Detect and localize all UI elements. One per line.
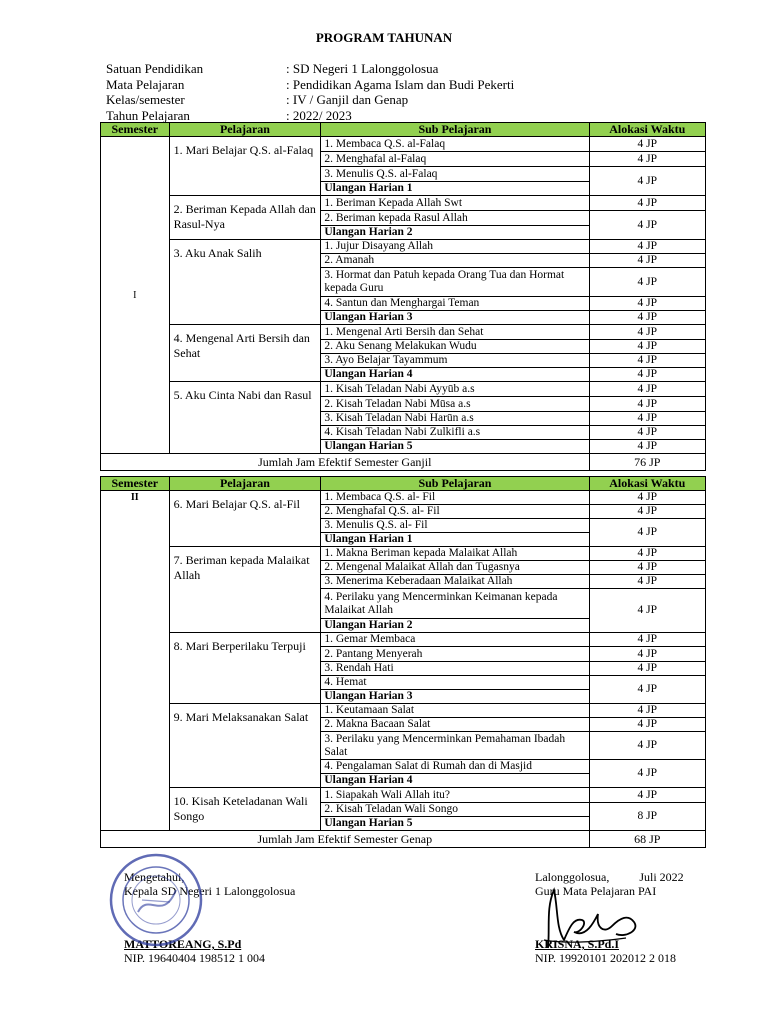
alokasi-cell: 4 JP bbox=[589, 368, 705, 382]
table-row bbox=[101, 325, 706, 340]
alokasi-cell: 4 JP bbox=[589, 382, 705, 397]
left-sig-line2: Kepala SD Negeri 1 Lalonggolosua bbox=[124, 884, 296, 898]
alokasi-cell: 4 JP bbox=[589, 633, 705, 647]
right-sig-line1: Lalonggolosua, Juli 2022 bbox=[535, 870, 684, 884]
sub-pelajaran-cell: 2. Menghafal Q.S. al- Fil bbox=[321, 505, 589, 519]
sub-pelajaran-cell: 1. Kisah Teladan Nabi Ayyūb a.s bbox=[321, 382, 589, 397]
semester-ganjil-body bbox=[101, 137, 706, 471]
total-value: 68 JP bbox=[589, 831, 705, 848]
sub-pelajaran-cell: 1. Siapakah Wali Allah itu? bbox=[321, 788, 589, 803]
sub-pelajaran-cell: Ulangan Harian 3 bbox=[321, 690, 589, 704]
info-row bbox=[106, 108, 514, 124]
alokasi-cell: 4 JP bbox=[589, 152, 705, 167]
pelajaran-cell: 6. Mari Belajar Q.S. al-Fil bbox=[169, 491, 321, 547]
table-header-row bbox=[101, 477, 706, 491]
semester-cell: II bbox=[101, 491, 170, 831]
semester-ganjil-table bbox=[100, 122, 706, 471]
alokasi-cell: 4 JP bbox=[589, 547, 705, 561]
left-sig-line1: Mengetahui, bbox=[124, 870, 185, 884]
sub-pelajaran-cell: 1. Jujur Disayang Allah bbox=[321, 240, 589, 254]
sub-pelajaran-cell: 4. Perilaku yang Mencerminkan Keimanan kepada Malaikat Allah bbox=[321, 589, 589, 619]
sub-pelajaran-cell: Ulangan Harian 2 bbox=[321, 619, 589, 633]
alokasi-cell: 4 JP bbox=[589, 240, 705, 254]
alokasi-cell: 4 JP bbox=[589, 340, 705, 354]
pelajaran-cell: 1. Mari Belajar Q.S. al-Falaq bbox=[169, 137, 321, 196]
header-pelajaran: Pelajaran bbox=[169, 477, 321, 491]
sub-pelajaran-cell: 2. Kisah Teladan Nabi Mūsa a.s bbox=[321, 397, 589, 412]
info-label: Tahun Pelajaran bbox=[106, 107, 190, 123]
school-stamp-icon bbox=[108, 852, 204, 948]
alokasi-cell: 4 JP bbox=[589, 561, 705, 575]
alokasi-cell: 4 JP bbox=[589, 426, 705, 440]
sub-pelajaran-cell: 4. Santun dan Menghargai Teman bbox=[321, 297, 589, 311]
right-sig-line2: Guru Mata Pelajaran PAI bbox=[535, 884, 657, 898]
alokasi-cell: 4 JP bbox=[589, 211, 705, 240]
sub-pelajaran-cell: 2. Makna Bacaan Salat bbox=[321, 718, 589, 732]
alokasi-cell: 4 JP bbox=[589, 440, 705, 454]
header-sub-pelajaran: Sub Pelajaran bbox=[321, 477, 589, 491]
sub-pelajaran-cell: 3. Menulis Q.S. al-Falaq bbox=[321, 167, 589, 182]
left-signer-name: MATTOREANG, S.Pd bbox=[124, 937, 242, 951]
sub-pelajaran-cell: Ulangan Harian 4 bbox=[321, 368, 589, 382]
sub-pelajaran-cell: Ulangan Harian 1 bbox=[321, 533, 589, 547]
alokasi-cell: 4 JP bbox=[589, 311, 705, 325]
table-row bbox=[101, 547, 706, 561]
alokasi-cell: 4 JP bbox=[589, 254, 705, 268]
table-row bbox=[101, 382, 706, 397]
alokasi-cell: 4 JP bbox=[589, 575, 705, 589]
alokasi-cell: 4 JP bbox=[589, 268, 705, 297]
semester-cell: I bbox=[101, 137, 170, 454]
total-label: Jumlah Jam Efektif Semester Ganjil bbox=[101, 454, 590, 471]
sub-pelajaran-cell: 3. Ayo Belajar Tayammum bbox=[321, 354, 589, 368]
sub-pelajaran-cell: 1. Mengenal Arti Bersih dan Sehat bbox=[321, 325, 589, 340]
alokasi-cell: 4 JP bbox=[589, 137, 705, 152]
sub-pelajaran-cell: 2. Pantang Menyerah bbox=[321, 647, 589, 662]
semester-genap-table bbox=[100, 476, 706, 848]
alokasi-cell: 4 JP bbox=[589, 297, 705, 311]
alokasi-cell: 4 JP bbox=[589, 397, 705, 412]
teacher-signature-icon bbox=[536, 878, 646, 958]
left-signer-nip: NIP. 19640404 198512 1 004 bbox=[124, 951, 266, 965]
table-row bbox=[101, 788, 706, 803]
sub-pelajaran-cell: 2. Kisah Teladan Wali Songo bbox=[321, 803, 589, 817]
info-label: Satuan Pendidikan bbox=[106, 61, 204, 76]
table-row bbox=[101, 196, 706, 211]
info-label: Mata Pelajaran bbox=[106, 76, 185, 92]
pelajaran-cell: 3. Aku Anak Salih bbox=[169, 240, 321, 325]
alokasi-cell: 4 JP bbox=[589, 662, 705, 676]
sub-pelajaran-cell: 1. Gemar Membaca bbox=[321, 633, 589, 647]
alokasi-cell: 4 JP bbox=[589, 354, 705, 368]
pelajaran-cell: 7. Beriman kepada Malaikat Allah bbox=[169, 547, 321, 633]
info-label: Kelas/semester bbox=[106, 92, 185, 107]
sub-pelajaran-cell: 3. Hormat dan Patuh kepada Orang Tua dan Hormat kepada Guru bbox=[321, 268, 589, 297]
alokasi-cell: 4 JP bbox=[589, 704, 705, 718]
total-label: Jumlah Jam Efektif Semester Genap bbox=[101, 831, 590, 848]
alokasi-cell: 4 JP bbox=[589, 647, 705, 662]
semester-genap-body bbox=[101, 491, 706, 848]
info-row bbox=[106, 92, 514, 108]
sub-pelajaran-cell: 4. Hemat bbox=[321, 676, 589, 690]
info-value: : 2022/ 2023 bbox=[286, 107, 352, 123]
total-row bbox=[101, 831, 706, 848]
alokasi-cell: 4 JP bbox=[589, 412, 705, 426]
right-signer-nip: NIP. 19920101 202012 2 018 bbox=[535, 951, 677, 965]
header-alokasi-waktu: Alokasi Waktu bbox=[589, 123, 705, 137]
sub-pelajaran-cell: 1. Membaca Q.S. al-Falaq bbox=[321, 137, 589, 152]
info-value: : IV / Ganjil dan Genap bbox=[286, 92, 409, 107]
alokasi-cell: 4 JP bbox=[589, 519, 705, 547]
alokasi-cell: 4 JP bbox=[589, 788, 705, 803]
alokasi-cell: 4 JP bbox=[589, 589, 705, 633]
sub-pelajaran-cell: 1. Beriman Kepada Allah Swt bbox=[321, 196, 589, 211]
alokasi-cell: 4 JP bbox=[589, 167, 705, 196]
sub-pelajaran-cell: 2. Beriman kepada Rasul Allah bbox=[321, 211, 589, 226]
pelajaran-cell: 4. Mengenal Arti Bersih dan Sehat bbox=[169, 325, 321, 382]
alokasi-cell: 4 JP bbox=[589, 325, 705, 340]
sub-pelajaran-cell: Ulangan Harian 5 bbox=[321, 817, 589, 831]
alokasi-cell: 4 JP bbox=[589, 196, 705, 211]
page-title: PROGRAM TAHUNAN bbox=[315, 30, 453, 45]
sub-pelajaran-cell: 3. Menulis Q.S. al- Fil bbox=[321, 519, 589, 533]
alokasi-cell: 8 JP bbox=[589, 803, 705, 831]
alokasi-cell: 4 JP bbox=[589, 760, 705, 788]
info-value: : SD Negeri 1 Lalonggolosua bbox=[286, 61, 439, 76]
table-header-row bbox=[101, 123, 706, 137]
sub-pelajaran-cell: 3. Menerima Keberadaan Malaikat Allah bbox=[321, 575, 589, 589]
sub-pelajaran-cell: Ulangan Harian 5 bbox=[321, 440, 589, 454]
pelajaran-cell: 8. Mari Berperilaku Terpuji bbox=[169, 633, 321, 704]
sub-pelajaran-cell: Ulangan Harian 4 bbox=[321, 774, 589, 788]
sub-pelajaran-cell: 3. Kisah Teladan Nabi Harūn a.s bbox=[321, 412, 589, 426]
alokasi-cell: 4 JP bbox=[589, 718, 705, 732]
info-row bbox=[106, 61, 514, 77]
sub-pelajaran-cell: 2. Menghafal al-Falaq bbox=[321, 152, 589, 167]
sub-pelajaran-cell: 1. Keutamaan Salat bbox=[321, 704, 589, 718]
sub-pelajaran-cell: 2. Amanah bbox=[321, 254, 589, 268]
total-row bbox=[101, 454, 706, 471]
alokasi-cell: 4 JP bbox=[589, 505, 705, 519]
sub-pelajaran-cell: 3. Rendah Hati bbox=[321, 662, 589, 676]
header-semester: Semester bbox=[101, 477, 170, 491]
header-pelajaran: Pelajaran bbox=[169, 123, 321, 137]
identity-block bbox=[106, 61, 514, 123]
total-value: 76 JP bbox=[589, 454, 705, 471]
sub-pelajaran-cell: 2. Mengenal Malaikat Allah dan Tugasnya bbox=[321, 561, 589, 575]
sub-pelajaran-cell: 3. Perilaku yang Mencerminkan Pemahaman Ibadah Salat bbox=[321, 732, 589, 760]
header-alokasi-waktu: Alokasi Waktu bbox=[589, 477, 705, 491]
header-sub-pelajaran: Sub Pelajaran bbox=[321, 123, 589, 137]
alokasi-cell: 4 JP bbox=[589, 676, 705, 704]
table-row bbox=[101, 704, 706, 718]
header-semester: Semester bbox=[101, 123, 170, 137]
pelajaran-cell: 5. Aku Cinta Nabi dan Rasul bbox=[169, 382, 321, 454]
sub-pelajaran-cell: 1. Makna Beriman kepada Malaikat Allah bbox=[321, 547, 589, 561]
pelajaran-cell: 9. Mari Melaksanakan Salat bbox=[169, 704, 321, 788]
sub-pelajaran-cell: Ulangan Harian 3 bbox=[321, 311, 589, 325]
table-row bbox=[101, 491, 706, 505]
sub-pelajaran-cell: 4. Pengalaman Salat di Rumah dan di Masjid bbox=[321, 760, 589, 774]
sub-pelajaran-cell: Ulangan Harian 1 bbox=[321, 182, 589, 196]
alokasi-cell: 4 JP bbox=[589, 491, 705, 505]
pelajaran-cell: 2. Beriman Kepada Allah dan Rasul-Nya bbox=[169, 196, 321, 240]
sub-pelajaran-cell: 4. Kisah Teladan Nabi Zulkifli a.s bbox=[321, 426, 589, 440]
sub-pelajaran-cell: 2. Aku Senang Melakukan Wudu bbox=[321, 340, 589, 354]
pelajaran-cell: 10. Kisah Keteladanan Wali Songo bbox=[169, 788, 321, 831]
info-row bbox=[106, 77, 514, 93]
table-row bbox=[101, 137, 706, 152]
sub-pelajaran-cell: Ulangan Harian 2 bbox=[321, 226, 589, 240]
alokasi-cell: 4 JP bbox=[589, 732, 705, 760]
table-row bbox=[101, 240, 706, 254]
sub-pelajaran-cell: 1. Membaca Q.S. al- Fil bbox=[321, 491, 589, 505]
right-signer-name: KRISNA, S.Pd.I bbox=[535, 937, 620, 951]
info-value: : Pendidikan Agama Islam dan Budi Pekerti bbox=[286, 76, 515, 92]
table-row bbox=[101, 633, 706, 647]
